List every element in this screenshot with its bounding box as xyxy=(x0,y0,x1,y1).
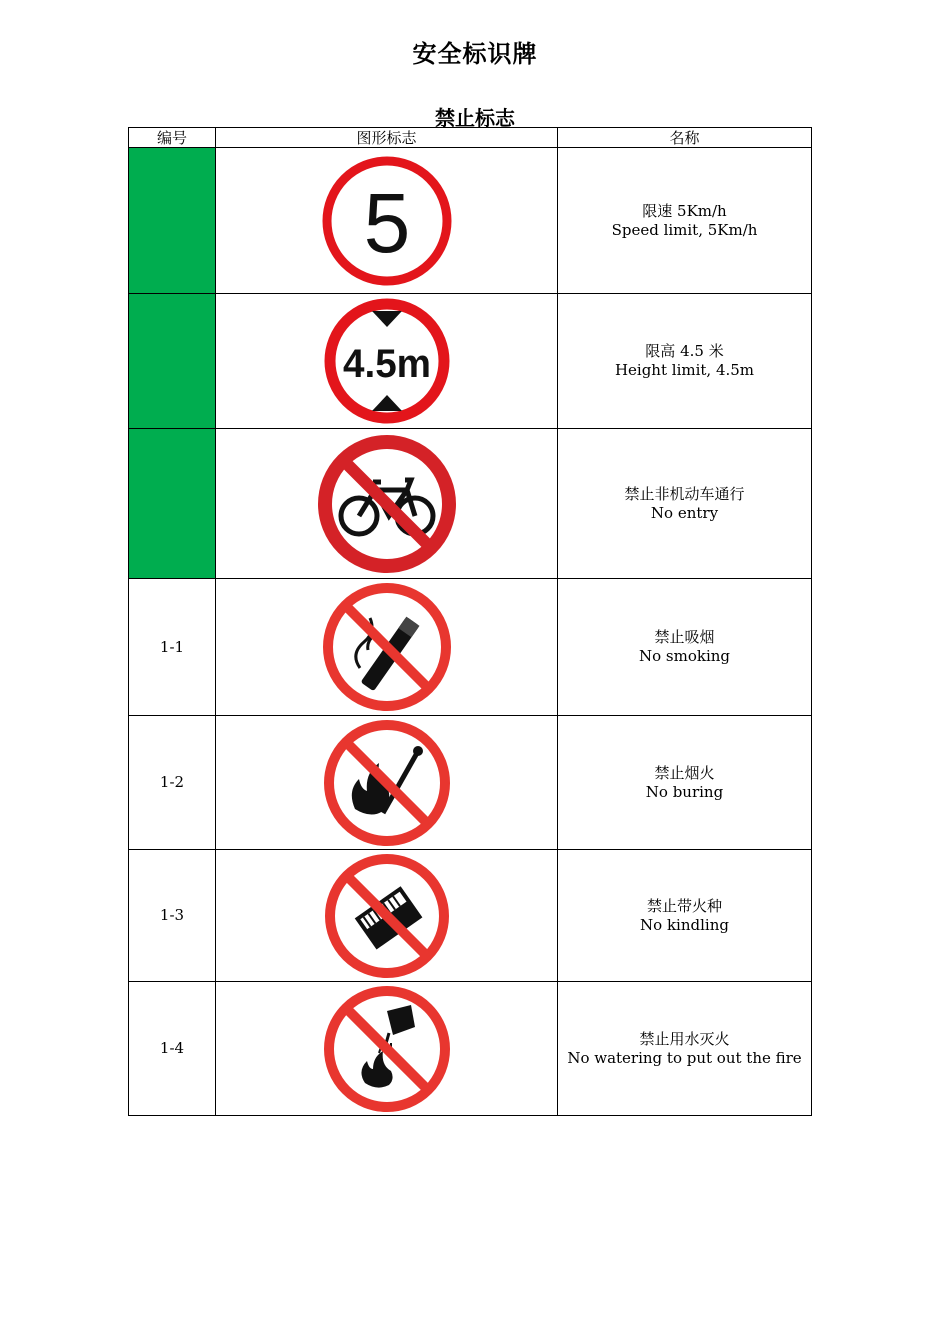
table-row xyxy=(129,579,812,716)
speed-limit-value: 5 xyxy=(363,175,410,270)
no-bicycle-sign-icon xyxy=(315,432,459,576)
sign-name-en: No watering to put out the fire xyxy=(567,1048,802,1067)
sign-name-en: No entry xyxy=(650,503,719,522)
sign-name-cell xyxy=(558,982,812,1116)
height-limit-4-5m-sign-icon xyxy=(323,297,451,425)
table-row xyxy=(129,716,812,850)
table-row xyxy=(129,148,812,294)
sign-name-en: Height limit, 4.5m xyxy=(614,361,755,379)
sign-name-cn: 禁止非机动车通行 xyxy=(624,484,745,503)
row-code xyxy=(129,294,216,429)
sign-graphic-cell xyxy=(216,429,558,579)
row-code xyxy=(129,429,216,579)
row-code: 1-3 xyxy=(129,850,216,982)
sign-name-cell xyxy=(558,850,812,982)
header-code: 编号 xyxy=(129,128,216,148)
sign-name-cell xyxy=(558,148,812,294)
row-code: 1-4 xyxy=(129,982,216,1116)
speed-limit-5-sign-icon xyxy=(320,154,454,288)
header-graphic: 图形标志 xyxy=(216,128,558,148)
table-row xyxy=(129,294,812,429)
sign-name-cell xyxy=(558,294,812,429)
table-row xyxy=(129,982,812,1116)
row-code xyxy=(129,148,216,294)
table-header-row xyxy=(129,128,812,148)
table-row xyxy=(129,850,812,982)
sign-name-cell xyxy=(558,429,812,579)
sign-graphic-cell xyxy=(216,579,558,716)
sign-graphic-cell xyxy=(216,294,558,429)
sign-name-cell xyxy=(558,716,812,850)
document-title: 安全标识牌 xyxy=(412,40,538,68)
no-water-extinguish-sign-icon xyxy=(321,983,453,1115)
sign-graphic-cell xyxy=(216,716,558,850)
sign-name-en: No kindling xyxy=(640,915,729,934)
height-limit-value: 4.5m xyxy=(342,342,431,386)
no-kindling-sign-icon xyxy=(322,851,452,981)
sign-name-cell xyxy=(558,579,812,716)
sign-name-cn: 限速 5Km/h xyxy=(642,201,727,220)
prohibition-signs-table xyxy=(128,127,812,1116)
sign-name-en: No buring xyxy=(645,782,724,801)
table-row xyxy=(129,429,812,579)
sign-name-cn: 禁止吸烟 xyxy=(654,628,715,646)
sign-name-en: No smoking xyxy=(638,647,731,665)
sign-name-cn: 限高 4.5 米 xyxy=(645,342,724,360)
row-code: 1-2 xyxy=(129,716,216,850)
no-open-flame-sign-icon xyxy=(321,717,453,849)
sign-name-en: Speed limit, 5Km/h xyxy=(611,220,758,239)
sign-name-cn: 禁止用水灭火 xyxy=(639,1029,730,1048)
header-name: 名称 xyxy=(558,128,812,148)
section-title: 禁止标志 xyxy=(435,106,515,130)
sign-graphic-cell xyxy=(216,148,558,294)
no-smoking-sign-icon xyxy=(320,580,454,714)
row-code: 1-1 xyxy=(129,579,216,716)
sign-name-cn: 禁止带火种 xyxy=(646,896,722,915)
sign-graphic-cell xyxy=(216,850,558,982)
sign-name-cn: 禁止烟火 xyxy=(654,763,715,782)
sign-graphic-cell xyxy=(216,982,558,1116)
